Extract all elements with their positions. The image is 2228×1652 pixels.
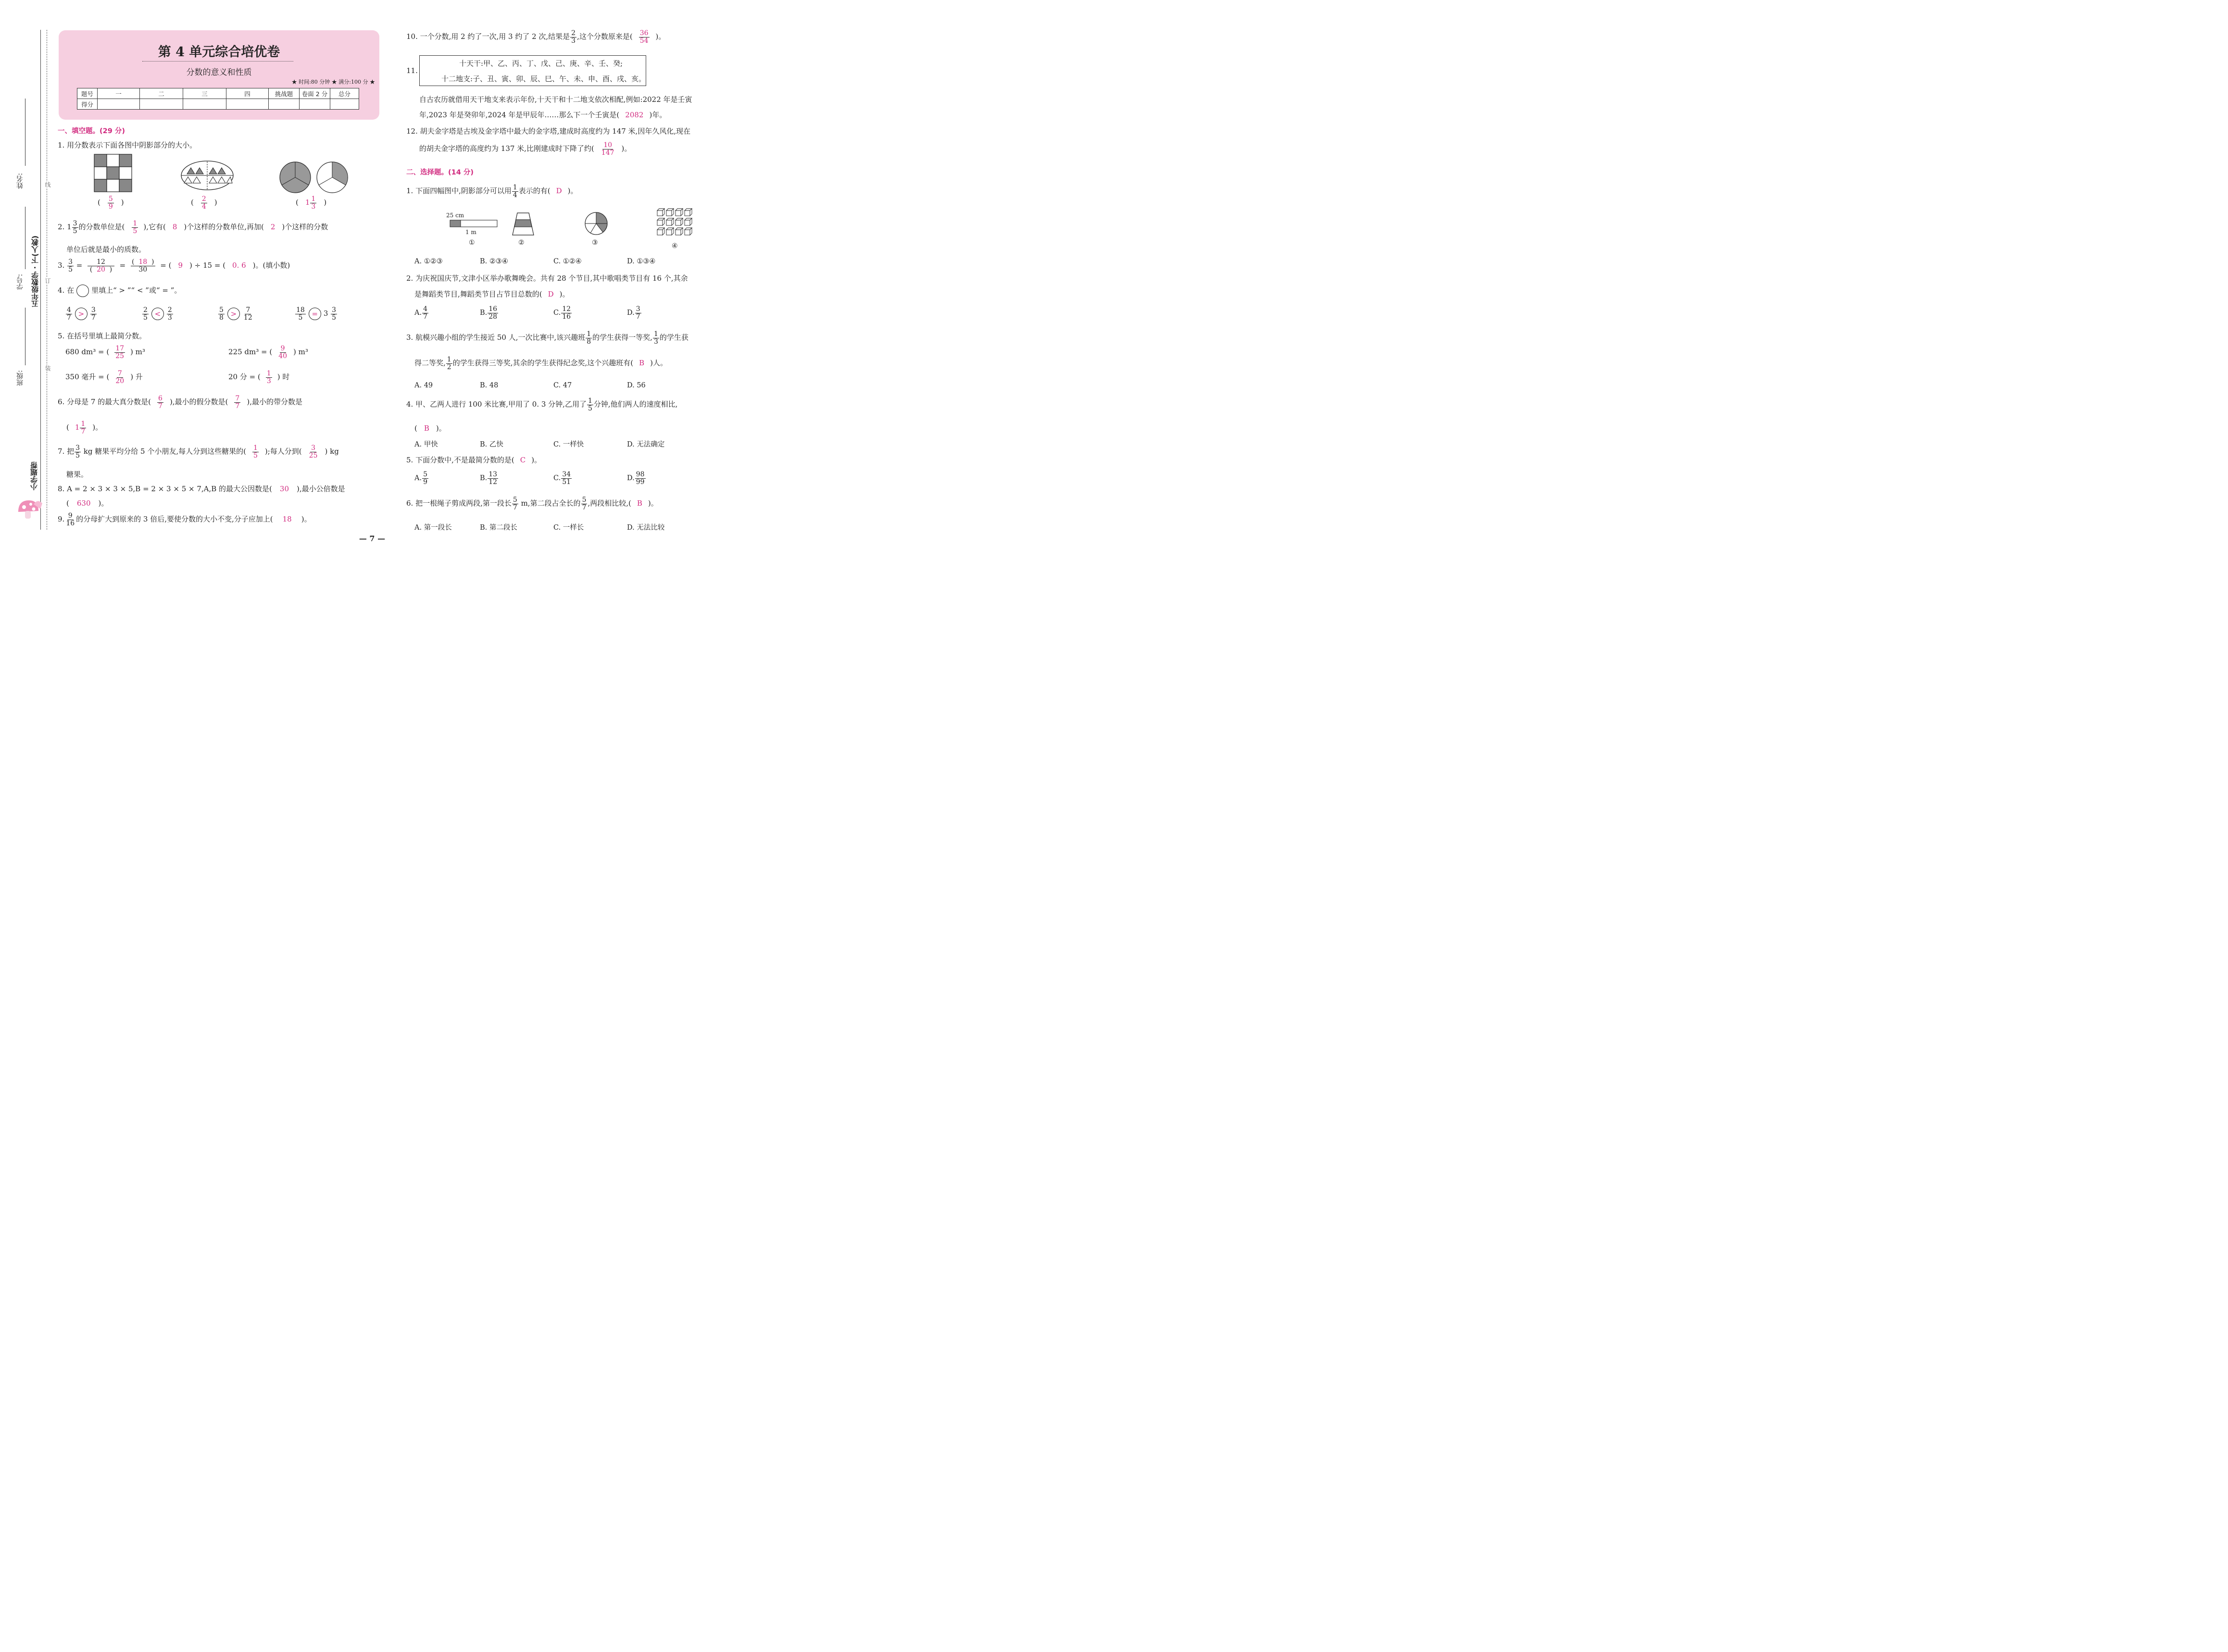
cube-shape	[666, 218, 674, 225]
section2-title: 二、选择题。(14 分)	[406, 169, 474, 176]
score-table-header-cell: 四	[226, 88, 269, 99]
q11-text-line1: 自古农历就借用天干地支来表示年份,十天干和十二地支依次相配,例如:2022 年是壬寅	[419, 95, 692, 104]
q12-line2: 的胡夫金字塔的高度约为 137 米,比刚建成时下降了约( $\frac{10}{147}$ )。	[419, 141, 632, 157]
score-table-row-label: 得分	[77, 99, 98, 110]
c1-cubes-figure	[656, 208, 695, 239]
cube-shape	[685, 228, 692, 235]
score-table-score-cell[interactable]	[330, 99, 359, 110]
c4-option-d: D. 无法确定	[627, 441, 665, 448]
q11-box-line1: 十天干:甲、乙、丙、丁、戊、己、庚、辛、壬、癸;	[459, 59, 623, 68]
q8-line1: 8. A = 2 × 3 × 3 × 5,B = 2 × 3 × 5 × 7,A,B 的最大公因数是( 30 ),最小公倍数是	[58, 484, 345, 493]
c5-option-a: A. $\frac{5}{9}$	[414, 471, 428, 486]
q1-text: 1. 用分数表示下面各图中阴影部分的大小。	[58, 141, 197, 149]
c1-bar-length: 1 m	[465, 229, 476, 236]
q11-text-line2: 年,2023 年是癸卯年,2024 年是甲辰年……那么下一个壬寅是( 2082 )年。	[419, 111, 667, 119]
cut-label-zhuang: 装	[44, 365, 51, 371]
c2-option-c: C. $\frac{12}{16}$	[553, 305, 571, 321]
q3-line: 3. $\frac{3}{5}$ = $\frac{12}{( 20 )}$ = $\frac{( 18 )}{30}$ = ( 9 ) ÷ 15 = ( 0. 6 )。(填小数)	[58, 258, 290, 273]
score-table-header-cell: 题号	[77, 88, 98, 99]
q1-circle-figure	[279, 161, 349, 194]
cube-shape	[685, 218, 692, 225]
q5-item-1: 680 dm³ = ( $\frac{17}{25}$ ) m³	[65, 345, 145, 360]
q2-line2: 单位后就是最小的质数。	[66, 245, 146, 254]
cut-label-ding: 订	[44, 278, 51, 284]
c4-option-a: A. 甲快	[414, 441, 438, 448]
page-number: — 7 —	[359, 534, 386, 543]
q4-text: 4. 在 里填上“ > ”“ < ”或“ = ”。	[58, 285, 181, 297]
class-label: 班级:	[16, 370, 24, 386]
c2-option-b: B. $\frac{16}{28}$	[480, 305, 498, 321]
q6-line1: 6. 分母是 7 的最大真分数是( $\frac{6}{7}$ ),最小的假分数是( $\frac{7}{7}$ ),最小的带分数是	[58, 395, 302, 410]
c5-option-d: D. $\frac{98}{99}$	[627, 471, 645, 486]
q11-number: 11.	[406, 66, 418, 75]
c4-line1: 4. 甲、乙两人进行 100 米比赛,甲用了 0. 3 分钟,乙用了 $\frac{1}{5}$ 分钟,他们两人的速度相比,	[406, 397, 678, 412]
cube-shape	[676, 209, 683, 216]
c3-option-d: D. 56	[627, 382, 646, 389]
score-table-score-cell[interactable]	[98, 99, 140, 110]
c3-option-a: A. 49	[414, 382, 433, 389]
c1-option-c: C. ①②④	[553, 258, 582, 265]
c3-line2: 得二等奖, $\frac{1}{2}$ 的学生获得三等奖,其余的学生获得纪念奖,这个兴趣班有( B )人。	[414, 356, 667, 371]
q5-item-3: 350 毫升 = ( $\frac{7}{20}$ ) 升	[65, 370, 143, 385]
score-table-header-cell: 总分	[330, 88, 359, 99]
c1-label-3: ③	[592, 239, 598, 247]
q1-answer-2: ( $\frac{2}{4}$ )	[191, 195, 217, 211]
c1-pie-figure	[584, 211, 608, 236]
binding-solid-line	[40, 30, 41, 530]
c1-option-b: B. ②③④	[480, 258, 508, 265]
q1-answer-1: ( $\frac{5}{9}$ )	[98, 195, 124, 211]
q4-blank-circle-icon	[76, 285, 89, 297]
cube-shape	[676, 228, 683, 235]
cube-shape	[666, 228, 674, 235]
c5-option-c: C. $\frac{34}{51}$	[553, 471, 571, 486]
c3-option-c: C. 47	[553, 382, 572, 389]
name-label: 姓名:	[16, 173, 24, 189]
q10-line: 10. 一个分数,用 2 约了一次,用 3 约了 2 次,结果是 $\frac{2}{3}$ ,这个分数原来是( $\frac{36}{54}$ )。	[406, 29, 666, 45]
score-table-score-cell[interactable]	[300, 99, 330, 110]
title-dotted-rule	[142, 61, 293, 62]
score-table-header-cell: 挑战题	[269, 88, 300, 99]
score-table-score-cell[interactable]	[183, 99, 226, 110]
c3-option-b: B. 48	[480, 382, 499, 389]
q5-item-2: 225 dm³ = ( $\frac{9}{40}$ ) m³	[228, 345, 308, 360]
c6-line: 6. 把一根绳子剪成两段,第一段长 $\frac{5}{7}$ m,第二段占全长的 $\frac{5}{7}$ ,两段相比较,( B )。	[406, 496, 658, 511]
score-table-header-cell: 卷面 2 分	[300, 88, 330, 99]
c6-option-c: C. 一样长	[553, 524, 584, 532]
q5-text: 5. 在括号里填上最简分数。	[58, 332, 147, 340]
q4-item-3: $\frac{5}{8}$ > $\frac{7}{12}$	[219, 306, 252, 322]
score-table-header-cell: 二	[140, 88, 183, 99]
c2-option-d: D. $\frac{3}{7}$	[627, 305, 640, 321]
q9-line: 9. $\frac{9}{16}$ 的分母扩大到原来的 3 倍后,要使分数的大小不变,分子应加上( 18 )。	[58, 512, 312, 527]
score-table-score-cell[interactable]	[140, 99, 183, 110]
c4-option-c: C. 一样快	[553, 441, 584, 448]
cut-label-xian: 线	[44, 182, 51, 187]
cube-shape	[676, 218, 683, 225]
q4-item-4: $\frac{18}{5}$ = 3 $\frac{3}{5}$	[296, 306, 337, 322]
grade-label: 五年级数学 · 下(人教)	[31, 236, 39, 308]
c1-label-2: ②	[518, 239, 525, 247]
mushroom-logo-icon	[16, 497, 43, 521]
c6-option-b: B. 第二段长	[480, 524, 517, 532]
q7-line1: 7. 把 $\frac{3}{5}$ kg 糖果平均分给 5 个小朋友,每人分到这些糖果的( $\frac{1}{5}$ );每人分到( $\frac{3}{25}$ ) kg	[58, 444, 339, 460]
q1-answer-3: ( 1 $\frac{1}{3}$ )	[296, 195, 327, 211]
exam-meta: ★ 时间:80 分钟 ★ 满分:100 分 ★	[291, 79, 375, 85]
c5-option-b: B. $\frac{13}{12}$	[480, 471, 498, 486]
c1-bar-label: 25 cm	[446, 212, 464, 219]
q1-grid-figure	[94, 154, 133, 193]
c6-option-d: D. 无法比较	[627, 524, 665, 532]
section1-title: 一、填空题。(29 分)	[58, 127, 125, 135]
q4-item-1: $\frac{4}{7}$ > $\frac{3}{7}$	[67, 306, 96, 322]
q5-item-4: 20 分 = ( $\frac{1}{3}$ ) 时	[228, 370, 290, 385]
score-table-header-cell: 三	[183, 88, 226, 99]
q6-line2: ( 1 $\frac{1}{7}$ )。	[66, 420, 103, 435]
cube-shape	[685, 209, 692, 216]
c1-trapezoid-figure	[512, 212, 535, 236]
q7-line2: 糖果。	[66, 470, 88, 479]
q12-line1: 12. 胡夫金字塔是古埃及金字塔中最大的金字塔,建成时高度约为 147 米,因年久风化,现在	[406, 127, 691, 136]
cube-shape	[666, 209, 674, 216]
score-table	[77, 88, 359, 110]
cube-shape	[657, 228, 664, 235]
c2-line2: 是舞蹈类节目,舞蹈类节目占节目总数的( D )。	[414, 290, 570, 298]
c1-label-1: ①	[469, 239, 475, 247]
c6-option-a: A. 第一段长	[414, 524, 452, 532]
c1-bar-figure	[450, 219, 499, 229]
score-table-header-cell: 一	[98, 88, 140, 99]
score-table-score-cell[interactable]	[226, 99, 269, 110]
cube-shape	[657, 218, 664, 225]
c4-option-b: B. 乙快	[480, 441, 503, 448]
number-label: 学号:	[16, 274, 24, 290]
c4-line2: ( B )。	[414, 424, 446, 433]
c1-option-a: A. ①②③	[414, 258, 443, 265]
c5-line: 5. 下面分数中,不是最简分数的是( C )。	[406, 456, 542, 464]
q8-line2: ( 630 )。	[66, 499, 109, 508]
page-subtitle: 分数的意义和性质	[186, 68, 252, 77]
c2-line1: 2. 为庆祝国庆节,文津小区举办歌舞晚会。共有 28 个节目,其中歌唱类节目有 16 个,其余	[406, 274, 688, 283]
q2-line1: 2. 1 $\frac{3}{5}$ 的分数单位是( $\frac{1}{5}$ ),它有( 8 )个这样的分数单位,再加( 2 )个这样的分数	[58, 220, 328, 235]
q11-box-line2: 十二地支:子、丑、寅、卯、辰、巳、午、未、申、酉、戌、亥。	[441, 75, 646, 83]
q4-item-2: $\frac{2}{5}$ < $\frac{2}{3}$	[143, 306, 172, 322]
c2-option-a: A. $\frac{4}{7}$	[414, 305, 428, 321]
brand-label: 小学题帮	[30, 461, 38, 490]
c1-label-4: ④	[672, 242, 678, 250]
score-table-score-cell[interactable]	[269, 99, 300, 110]
q1-triangle-ellipse-figure	[180, 160, 234, 191]
c1-question: 1. 下面四幅图中,阴影部分可以用 $\frac{1}{4}$ 表示的有( D )。	[406, 184, 578, 199]
page-title: 第 4 单元综合培优卷	[158, 45, 280, 60]
c1-option-d: D. ①③④	[627, 258, 656, 265]
c3-line1: 3. 航模兴趣小组的学生接近 50 人,一次比赛中,该兴趣班 $\frac{1}{8}$ 的学生获得一等奖, $\frac{1}{3}$ 的学生获	[406, 330, 688, 346]
